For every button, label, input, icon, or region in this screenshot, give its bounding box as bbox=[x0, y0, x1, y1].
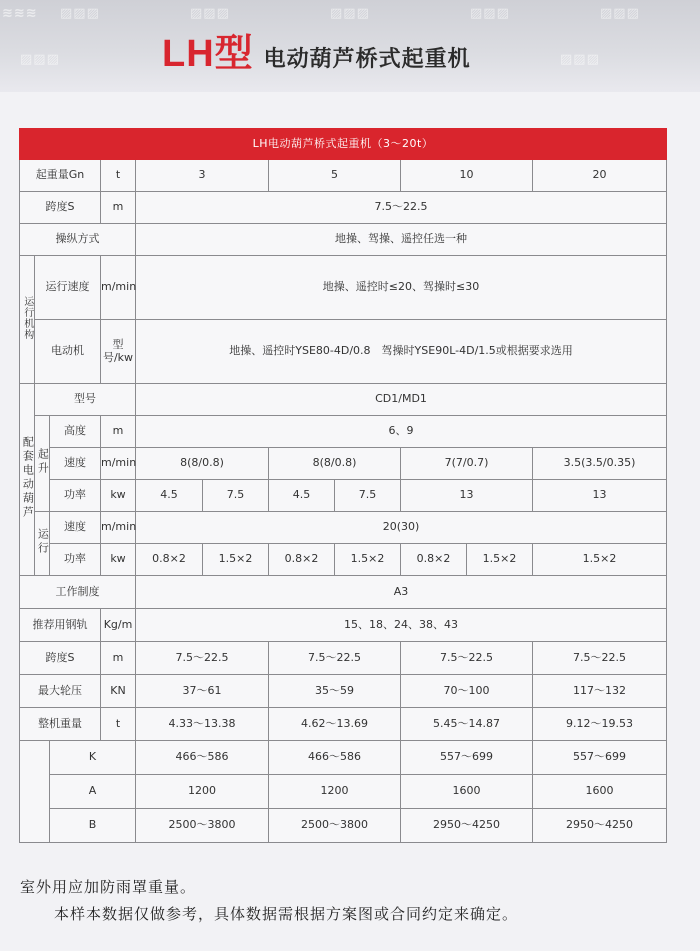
dimension-blank bbox=[20, 741, 50, 843]
operation-label: 操纵方式 bbox=[20, 224, 136, 256]
lift-speed-value: 7(7/0.7) bbox=[401, 448, 533, 480]
table-row bbox=[20, 512, 667, 544]
wheel-load-value: 35～59 bbox=[269, 675, 401, 708]
dim-k-value: 466～586 bbox=[269, 741, 401, 775]
travel-speed-value: 地操、遥控时≤20、驾操时≤30 bbox=[136, 256, 667, 320]
trolley-power-value: 0.8×2 bbox=[136, 544, 203, 576]
lift-speed-value: 3.5(3.5/0.35) bbox=[533, 448, 667, 480]
dim-k-value: 557～699 bbox=[401, 741, 533, 775]
table-row bbox=[20, 642, 667, 675]
table-row bbox=[20, 448, 667, 480]
dim-a-value: 1200 bbox=[269, 775, 401, 809]
rail-label: 推荐用钢轨 bbox=[20, 609, 101, 642]
trolley-power-value: 1.5×2 bbox=[203, 544, 269, 576]
note-rain-cover: 室外用应加防雨罩重量。 bbox=[20, 878, 197, 896]
span-label: 跨度S bbox=[20, 192, 101, 224]
table-row bbox=[20, 256, 667, 320]
dim-a-value: 1200 bbox=[136, 775, 269, 809]
title-model: LH型 bbox=[162, 33, 254, 75]
title-name: 电动葫芦桥式起重机 bbox=[263, 47, 471, 72]
capacity-label: 起重量Gn bbox=[20, 160, 101, 192]
table-row bbox=[20, 544, 667, 576]
trolley-power-label: 功率 bbox=[50, 544, 101, 576]
spec-table bbox=[19, 128, 667, 843]
table-row bbox=[20, 809, 667, 843]
dim-a-label: A bbox=[50, 775, 136, 809]
table-row bbox=[20, 480, 667, 512]
trolley-power-unit: kw bbox=[101, 544, 136, 576]
travel-speed-unit: m/min bbox=[101, 256, 136, 320]
weight-value: 9.12～19.53 bbox=[533, 708, 667, 741]
lift-power-value: 7.5 bbox=[203, 480, 269, 512]
weight-value: 4.62～13.69 bbox=[269, 708, 401, 741]
span2-value: 7.5～22.5 bbox=[401, 642, 533, 675]
lift-height-label: 高度 bbox=[50, 416, 101, 448]
trolley-power-value: 1.5×2 bbox=[335, 544, 401, 576]
weight-value: 5.45～14.87 bbox=[401, 708, 533, 741]
capacity-value: 10 bbox=[401, 160, 533, 192]
wheel-load-value: 117～132 bbox=[533, 675, 667, 708]
span2-label: 跨度S bbox=[20, 642, 101, 675]
trolley-power-value: 1.5×2 bbox=[533, 544, 667, 576]
rail-unit: Kg/m bbox=[101, 609, 136, 642]
table-row bbox=[20, 576, 667, 609]
trolley-power-value: 1.5×2 bbox=[467, 544, 533, 576]
hoist-group-label: 配套电动葫芦 bbox=[20, 384, 35, 576]
weight-label: 整机重量 bbox=[20, 708, 101, 741]
trolley-group-label: 运行 bbox=[35, 512, 50, 576]
travel-motor-label: 电动机 bbox=[35, 320, 101, 384]
trolley-power-value: 0.8×2 bbox=[269, 544, 335, 576]
travel-group-label: 运行机构 bbox=[20, 256, 35, 384]
span2-value: 7.5～22.5 bbox=[136, 642, 269, 675]
wheel-load-value: 37～61 bbox=[136, 675, 269, 708]
table-heading: LH电动葫芦桥式起重机（3～20t） bbox=[20, 129, 667, 160]
lift-power-value: 7.5 bbox=[335, 480, 401, 512]
hoist-model-label: 型号 bbox=[35, 384, 136, 416]
table-row bbox=[20, 741, 667, 775]
travel-speed-label: 运行速度 bbox=[35, 256, 101, 320]
lift-speed-unit: m/min bbox=[101, 448, 136, 480]
table-row bbox=[20, 775, 667, 809]
lift-speed-label: 速度 bbox=[50, 448, 101, 480]
lift-power-value: 4.5 bbox=[136, 480, 203, 512]
span2-value: 7.5～22.5 bbox=[533, 642, 667, 675]
table-row bbox=[20, 384, 667, 416]
table-row bbox=[20, 224, 667, 256]
duty-value: A3 bbox=[136, 576, 667, 609]
capacity-unit: t bbox=[101, 160, 136, 192]
hoist-model-value: CD1/MD1 bbox=[136, 384, 667, 416]
rail-value: 15、18、24、38、43 bbox=[136, 609, 667, 642]
dim-k-value: 466～586 bbox=[136, 741, 269, 775]
dim-b-label: B bbox=[50, 809, 136, 843]
dim-a-value: 1600 bbox=[401, 775, 533, 809]
lift-power-value: 13 bbox=[401, 480, 533, 512]
lift-speed-value: 8(8/0.8) bbox=[269, 448, 401, 480]
lift-power-value: 13 bbox=[533, 480, 667, 512]
travel-motor-value: 地操、遥控时YSE80-4D/0.8 驾操时YSE90L-4D/1.5或根据要求选用 bbox=[136, 320, 667, 384]
dim-k-label: K bbox=[50, 741, 136, 775]
trolley-speed-value: 20(30) bbox=[136, 512, 667, 544]
header-banner: ≋≋≋ ▨▨▨ ▨▨▨ ▨▨▨ ▨▨▨ ▨▨▨ ▨▨▨ ▨▨▨ LH型 电动葫芦桥式起重机 bbox=[0, 0, 700, 92]
dim-b-value: 2500～3800 bbox=[269, 809, 401, 843]
dim-b-value: 2950～4250 bbox=[401, 809, 533, 843]
table-row bbox=[20, 160, 667, 192]
lift-speed-value: 8(8/0.8) bbox=[136, 448, 269, 480]
table-row bbox=[20, 708, 667, 741]
trolley-speed-unit: m/min bbox=[101, 512, 136, 544]
wheel-load-label: 最大轮压 bbox=[20, 675, 101, 708]
lift-power-unit: kw bbox=[101, 480, 136, 512]
span-unit: m bbox=[101, 192, 136, 224]
lift-power-value: 4.5 bbox=[269, 480, 335, 512]
table-row bbox=[20, 416, 667, 448]
lift-power-label: 功率 bbox=[50, 480, 101, 512]
span-value: 7.5～22.5 bbox=[136, 192, 667, 224]
table-row bbox=[20, 675, 667, 708]
table-row bbox=[20, 320, 667, 384]
table-heading-row bbox=[20, 129, 667, 160]
lift-height-value: 6、9 bbox=[136, 416, 667, 448]
weight-value: 4.33～13.38 bbox=[136, 708, 269, 741]
weight-unit: t bbox=[101, 708, 136, 741]
span2-unit: m bbox=[101, 642, 136, 675]
duty-label: 工作制度 bbox=[20, 576, 136, 609]
lift-height-unit: m bbox=[101, 416, 136, 448]
wheel-load-unit: KN bbox=[101, 675, 136, 708]
capacity-value: 3 bbox=[136, 160, 269, 192]
dim-b-value: 2950～4250 bbox=[533, 809, 667, 843]
travel-motor-unit: 型号/kw bbox=[101, 320, 136, 384]
wheel-load-value: 70～100 bbox=[401, 675, 533, 708]
trolley-speed-label: 速度 bbox=[50, 512, 101, 544]
dim-b-value: 2500～3800 bbox=[136, 809, 269, 843]
note-reference: 本样本数据仅做参考，具体数据需根据方案图或合同约定来确定。 bbox=[54, 905, 519, 923]
table-row bbox=[20, 609, 667, 642]
page-title bbox=[162, 22, 471, 75]
capacity-value: 5 bbox=[269, 160, 401, 192]
span2-value: 7.5～22.5 bbox=[269, 642, 401, 675]
table-row bbox=[20, 192, 667, 224]
dim-k-value: 557～699 bbox=[533, 741, 667, 775]
dim-a-value: 1600 bbox=[533, 775, 667, 809]
lift-group-label: 起升 bbox=[35, 416, 50, 512]
operation-value: 地操、驾操、遥控任选一种 bbox=[136, 224, 667, 256]
trolley-power-value: 0.8×2 bbox=[401, 544, 467, 576]
capacity-value: 20 bbox=[533, 160, 667, 192]
